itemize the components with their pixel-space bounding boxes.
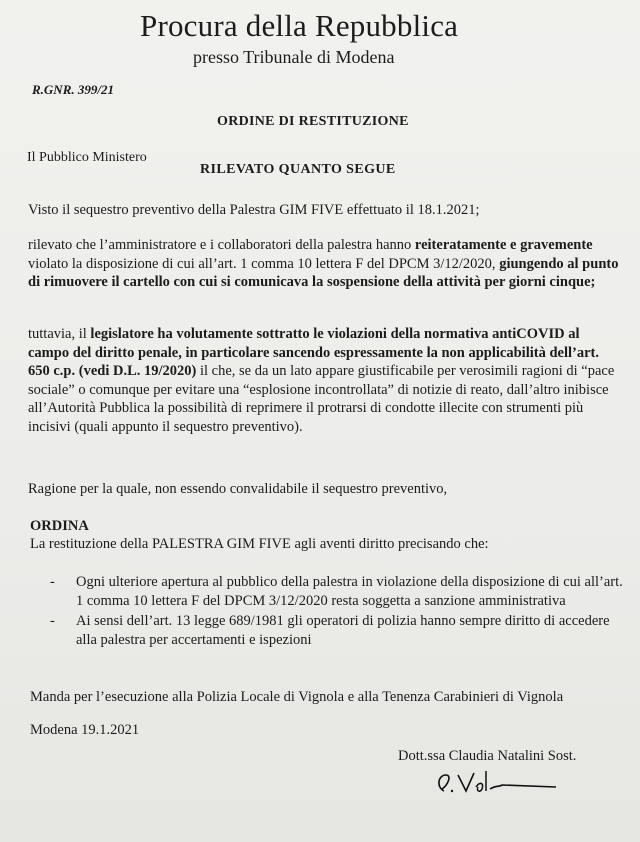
rilevato-heading: RILEVATO QUANTO SEGUE: [200, 162, 396, 177]
list-item-text: Ogni ulteriore apertura al pubblico della palestra in violazione della disposizione di cui all’art. 1 comma 10 lettera F del DPCM 3/12/2020 resta soggetta a sanzione amministrativa: [76, 574, 623, 609]
authority-label: Il Pubblico Ministero: [27, 150, 147, 165]
document-subtitle: presso Tribunale di Modena: [193, 47, 395, 67]
order-title: ORDINE DI RESTITUZIONE: [217, 114, 409, 129]
para2-bold-b: reiteratamente e gravemente: [414, 237, 593, 253]
paragraph-visto: Visto il sequestro preventivo della Palestra GIM FIVE effettuato il 18.1.2021;: [28, 202, 480, 218]
list-marker: -: [50, 613, 55, 629]
document-title: Procura della Repubblica: [140, 8, 459, 43]
list-item-text: Ai sensi dell’art. 13 legge 689/1981 gli operatori di polizia hanno sempre diritto di accedere alla palestra per accertamenti e ispezioni: [76, 613, 610, 648]
handwritten-signature: [430, 765, 560, 801]
conditions-list: [50, 573, 628, 651]
list-marker: -: [50, 574, 55, 590]
paragraph-rilevato: [28, 236, 622, 292]
para3-text-c: il che, se da un lato appare giustificabile per verosimili ragioni di “pace sociale” o comunque per evitare una “esplosione incontrollata” di notizie di reato, dall’altro inibisce all’Autorità Pubblica la possibilità di reprimere il protrarsi di condotte illecite con strumenti più incisivi (quali appunto il sequestro preventivo).: [28, 363, 615, 435]
para2-text-c: violato la disposizione di cui all’art. 1 comma 10 lettera F del DPCM 3/12/2020,: [28, 255, 500, 272]
restituzione-text: La restituzione della PALESTRA GIM FIVE agli aventi diritto precisando che:: [30, 536, 489, 552]
list-item: [50, 573, 628, 610]
signer-name: Dott.ssa Claudia Natalini Sost.: [398, 748, 577, 764]
date-line: Modena 19.1.2021: [30, 722, 140, 738]
para2-text-a: rilevato che l’amministratore e i collaboratori della palestra hanno: [28, 237, 415, 253]
paragraph-ragione: Ragione per la quale, non essendo convalidabile il sequestro preventivo,: [28, 481, 448, 497]
manda-paragraph: Manda per l’esecuzione alla Polizia Locale di Vignola e alla Tenenza Carabinieri di Vignola: [30, 689, 564, 705]
para2-bold-d: giungendo al punto di rimuovere il cartello con cui si comunicava la sospensione della attività per giorni cinque;: [28, 255, 619, 290]
reference-number: R.GNR. 399/21: [32, 82, 114, 97]
ordina-heading: ORDINA: [30, 518, 89, 534]
para3-text-a: tuttavia, il: [28, 326, 91, 342]
list-item: [50, 612, 628, 649]
paragraph-tuttavia: [28, 325, 622, 436]
para3-bold-b: legislatore ha volutamente sottratto le violazioni della normativa antiCOVID al campo del diritto penale, in particolare sancendo espressamente la non applicabilità dell’art. 650 c.p. (vedi D.L. 19/2020): [28, 326, 599, 379]
